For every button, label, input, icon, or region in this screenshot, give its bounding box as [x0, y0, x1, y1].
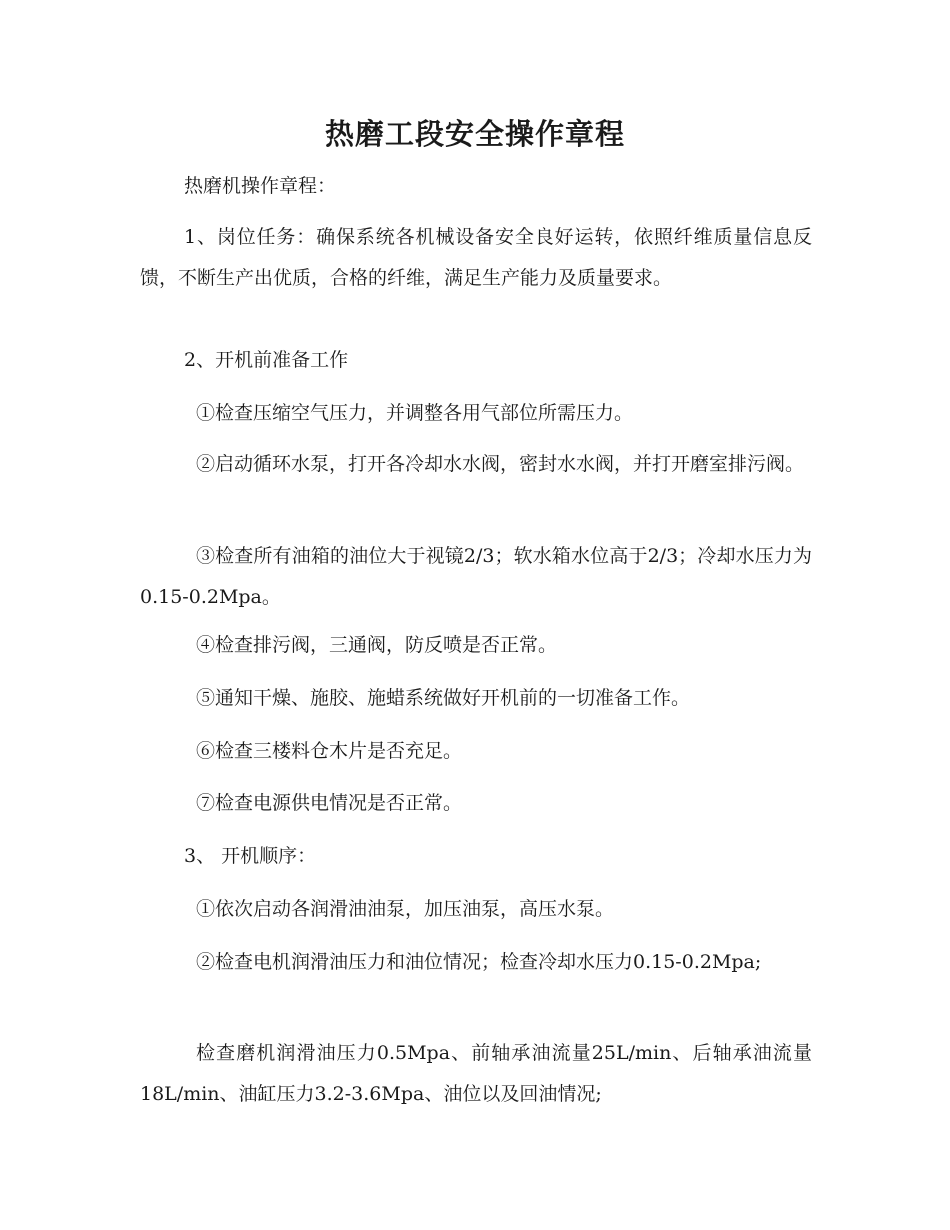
- paragraph-intro: 热磨机操作章程：: [184, 175, 337, 197]
- paragraph-check-air-pressure: ①检查压缩空气压力，并调整各用气部位所需压力。: [196, 402, 634, 424]
- paragraph-job-task: 1、岗位任务：确保系统各机械设备安全良好运转，依照纤维质量信息反馈，不断生产出优质，合格的纤维，满足生产能力及质量要求。: [140, 226, 812, 289]
- paragraph-start-pumps: ①依次启动各润滑油油泵，加压油泵，高压水泵。: [196, 898, 615, 920]
- paragraph-check-oil-levels: ③检查所有油箱的油位大于视镜2/3；软水箱水位高于2/3；冷却水压力为0.15-0.2Mpa。: [140, 545, 812, 608]
- paragraph-check-motor-oil: ②检查电机润滑油压力和油位情况；检查冷却水压力0.15-0.2Mpa;: [196, 951, 762, 973]
- paragraph-check-valves: ④检查排污阀，三通阀，防反喷是否正常。: [196, 634, 558, 656]
- paragraph-check-wood-chips: ⑥检查三楼料仓木片是否充足。: [196, 740, 463, 762]
- paragraph-start-water-pump: ②启动循环水泵，打开各冷却水水阀，密封水水阀，并打开磨室排污阀。: [196, 453, 805, 475]
- paragraph-check-grinder-oil: 检查磨机润滑油压力0.5Mpa、前轴承油流量25L/min、后轴承油流量18L/min、油缸压力3.2-3.6Mpa、油位以及回油情况;: [140, 1042, 812, 1105]
- document-title: 热磨工段安全操作章程: [324, 117, 625, 151]
- paragraph-check-power: ⑦检查电源供电情况是否正常。: [196, 792, 463, 814]
- paragraph-notify-systems: ⑤通知干燥、施胶、施蜡系统做好开机前的一切准备工作。: [196, 687, 691, 709]
- paragraph-pre-start-heading: 2、开机前准备工作: [184, 349, 349, 371]
- paragraph-startup-sequence-heading: 3、 开机顺序：: [184, 845, 317, 867]
